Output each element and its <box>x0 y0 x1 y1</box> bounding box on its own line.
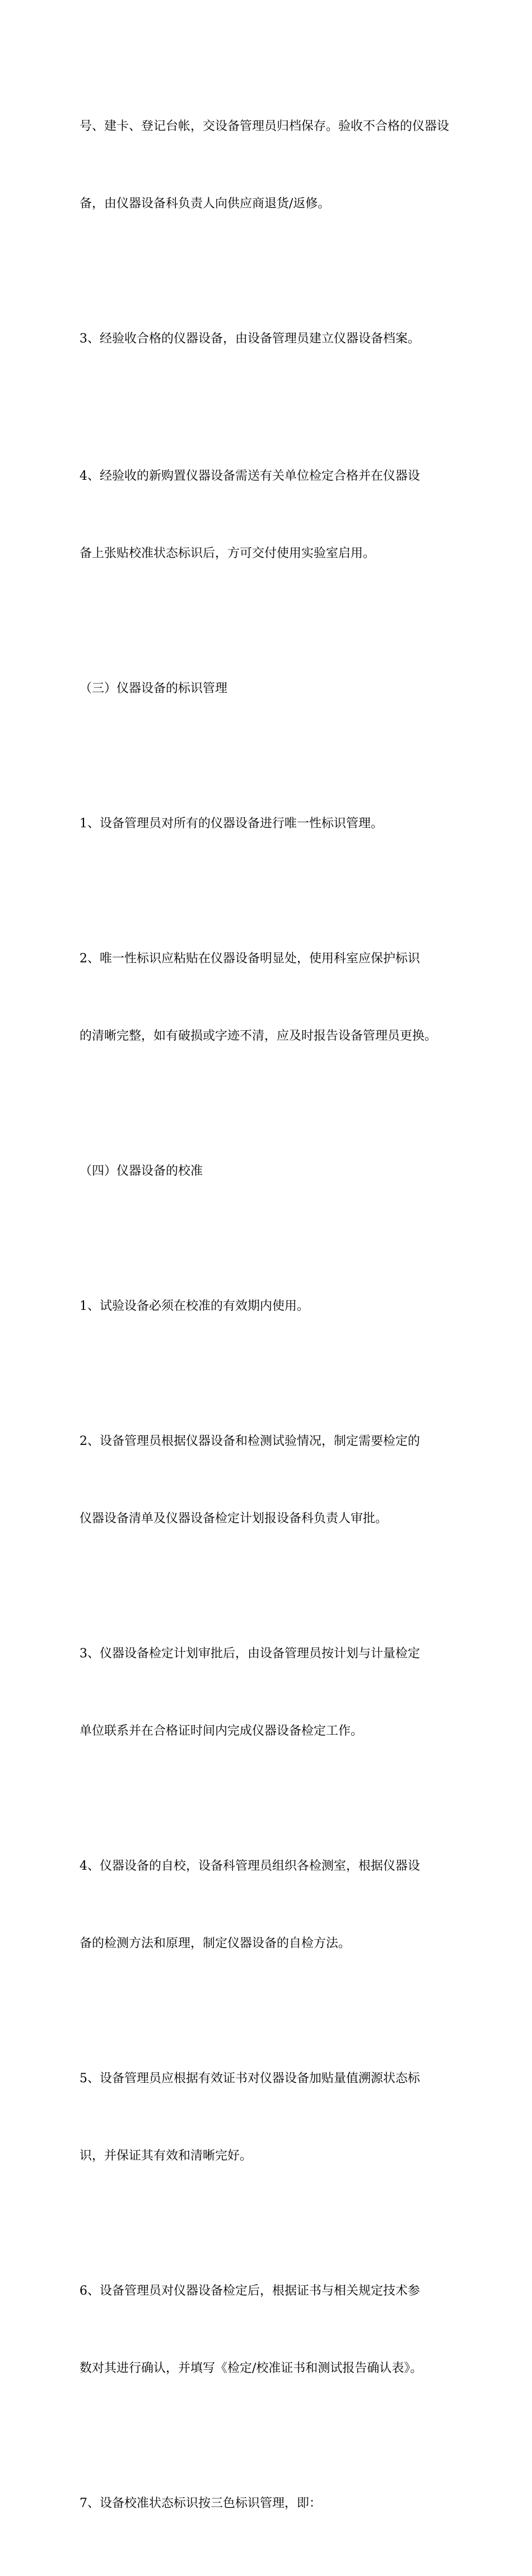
text-line: 号、建卡、登记台帐，交设备管理员归档保存。验收不合格的仪器设 <box>80 119 450 133</box>
text-line: 3、经验收合格的仪器设备，由设备管理员建立仪器设备档案。 <box>80 332 420 346</box>
paragraph-traceability-label <box>80 2014 460 2221</box>
text-line: 4、仪器设备的自校，设备科管理员组织各检测室，根据仪器设 <box>80 1859 420 1873</box>
text-line: 备，由仪器设备科负责人向供应商退货/返修。 <box>80 197 330 211</box>
paragraph-calibration-plan <box>80 1377 460 1583</box>
paragraph-calibration-validity <box>80 1242 460 1371</box>
text-line: 1、设备管理员对所有的仪器设备进行唯一性标识管理。 <box>80 817 383 831</box>
paragraph-unique-identification <box>80 759 460 888</box>
text-line: 数对其进行确认，并填写《检定/校准证书和测试报告确认表》。 <box>80 2361 423 2375</box>
text-line: 4、经验收的新购置仪器设备需送有关单位检定合格并在仪器设 <box>80 469 420 483</box>
text-line: 1、试验设备必须在校准的有效期内使用。 <box>80 1299 309 1313</box>
text-line: 仪器设备清单及仪器设备检定计划报设备科负责人审批。 <box>80 1512 388 1526</box>
section-heading-calibration <box>80 1107 460 1236</box>
text-line: 2、设备管理员根据仪器设备和检测试验情况，制定需要检定的 <box>80 1434 420 1448</box>
text-line: 7、设备校准状态标识按三色标识管理，即： <box>80 2496 321 2510</box>
section-heading: （四）仪器设备的校准 <box>80 1164 203 1178</box>
document-page <box>80 62 460 2576</box>
text-line: 的清晰完整，如有破损或字迹不清，应及时报告设备管理员更换。 <box>80 1029 437 1043</box>
paragraph-three-color-label <box>80 2439 460 2568</box>
paragraph-confirmation-form <box>80 2227 460 2433</box>
text-line: 3、仪器设备检定计划审批后，由设备管理员按计划与计量检定 <box>80 1647 420 1661</box>
text-line: 2、唯一性标识应粘贴在仪器设备明显处，使用科室应保护标识 <box>80 952 420 966</box>
section-heading-identification <box>80 624 460 753</box>
paragraph-item-4-verification <box>80 412 460 618</box>
paragraph-acceptance-archive <box>80 62 460 268</box>
text-line: 备的检测方法和原理，制定仪器设备的自检方法。 <box>80 1936 351 1950</box>
paragraph-self-calibration <box>80 1802 460 2008</box>
text-line: 单位联系并在合格证时间内完成仪器设备检定工作。 <box>80 1724 363 1738</box>
text-line: 备上张贴校准状态标识后，方可交付使用实验室启用。 <box>80 546 376 560</box>
paragraph-item-3-archive <box>80 275 460 404</box>
paragraph-plan-execution <box>80 1590 460 1796</box>
text-line: 6、设备管理员对仪器设备检定后，根据证书与相关规定技术参 <box>80 2284 420 2298</box>
text-line: 识，并保证其有效和清晰完好。 <box>80 2149 253 2163</box>
paragraph-label-protection <box>80 895 460 1101</box>
text-line: 5、设备管理员应根据有效证书对仪器设备加贴量值溯源状态标 <box>80 2072 420 2086</box>
section-heading: （三）仪器设备的标识管理 <box>80 682 228 696</box>
